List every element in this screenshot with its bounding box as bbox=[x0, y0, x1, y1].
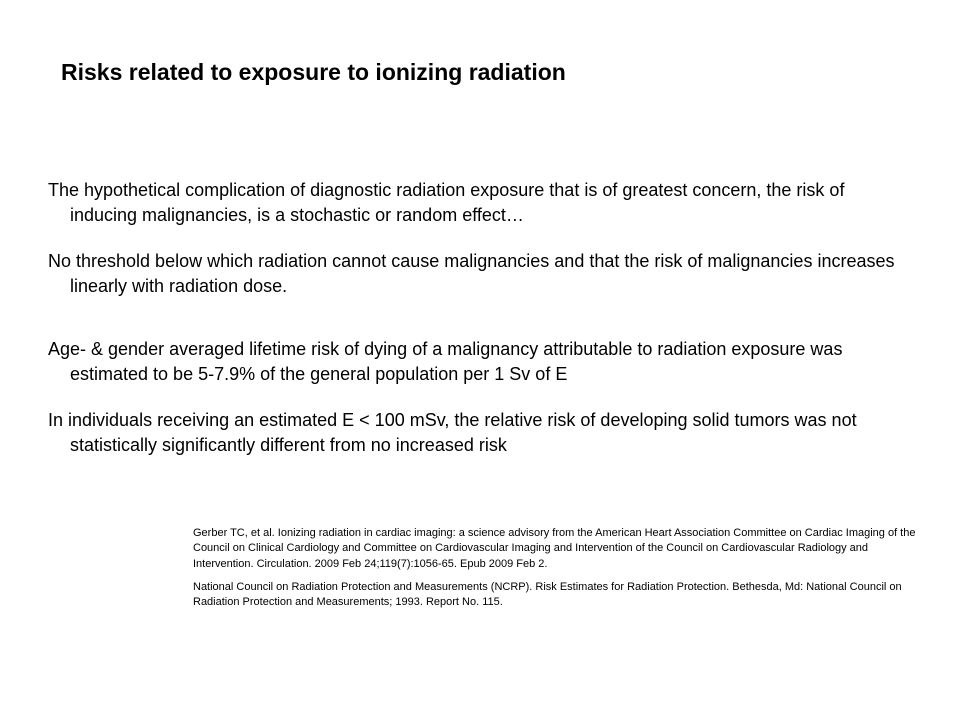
reference-gerber: Gerber TC, et al. Ionizing radiation in cardiac imaging: a science advisory from the American Heart Association Committee on Cardiac Imaging of the Council on Clinical Cardiology and Committee on Cardiovascular Imaging and Intervention of the Council on Cardiovascular Radiology and Intervention. Circulation. 2009 Feb 24;119(7):1056-65. Epub 2009 Feb 2. bbox=[193, 527, 916, 570]
bullet-relative-risk: In individuals receiving an estimated E < 100 mSv, the relative risk of developing solid tumors was not statistically significantly different from no increased risk bbox=[48, 410, 857, 455]
bullet-no-threshold: No threshold below which radiation cannot cause malignancies and that the risk of malignancies increases linearly with radiation dose. bbox=[48, 251, 895, 296]
bullet-lifetime-risk: Age- & gender averaged lifetime risk of dying of a malignancy attributable to radiation exposure was estimated to be 5-7.9% of the general population per 1 Sv of E bbox=[48, 339, 843, 384]
slide-title: Risks related to exposure to ionizing radiation bbox=[61, 59, 566, 85]
bullet-stochastic-effect: The hypothetical complication of diagnostic radiation exposure that is of greatest concern, the risk of inducing malignancies, is a stochastic or random effect… bbox=[48, 180, 845, 225]
reference-ncrp: National Council on Radiation Protection and Measurements (NCRP). Risk Estimates for Radiation Protection. Bethesda, Md: National Council on Radiation Protection and Measurements; 1993. Report No. 115. bbox=[193, 580, 902, 609]
references bbox=[193, 526, 923, 618]
